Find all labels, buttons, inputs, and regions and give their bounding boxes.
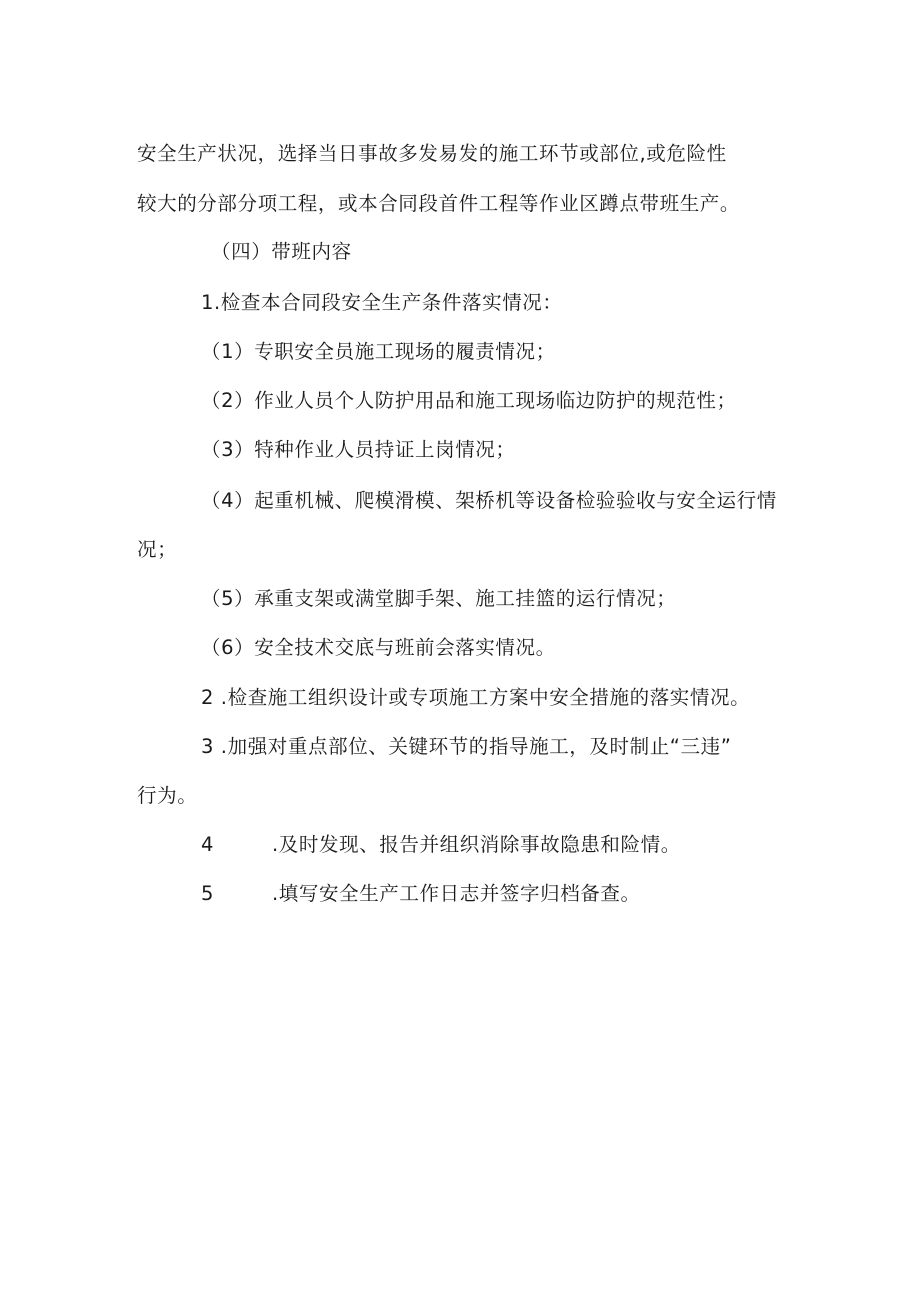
sub-item-5: （5）承重支架或满堂脚手架、施工挂篮的运行情况； [201, 587, 677, 610]
sub-item-2: （2）作业人员个人防护用品和施工现场临边防护的规范性； [201, 389, 737, 412]
list-item-5-text: .填写安全生产工作日志并签字归档备查。 [272, 882, 641, 905]
sub-item-3: （3）特种作业人员持证上岗情况； [201, 438, 516, 461]
list-item-4-number: 4 [201, 833, 214, 856]
sub-item-4-continued: 况； [137, 538, 178, 561]
list-item-4-text: .及时发现、报告并组织消除事故隐患和险情。 [272, 833, 681, 856]
paragraph-line-2: 较大的分部分项工程，或本合同段首件工程等作业区蹲点带班生产。 [137, 192, 741, 215]
list-item-2: 2 .检查施工组织设计或专项施工方案中安全措施的落实情况。 [201, 686, 751, 709]
list-item-3: 3 .加强对重点部位、关键环节的指导施工，及时制止“三违” [201, 735, 732, 758]
list-item-5-number: 5 [201, 882, 214, 905]
sub-item-4: （4）起重机械、爬模滑模、架桥机等设备检验验收与安全运行情 [201, 489, 777, 512]
list-item-3-continued: 行为。 [137, 784, 198, 807]
paragraph-line-1: 安全生产状况，选择当日事故多发易发的施工环节或部位,或危险性 [137, 142, 727, 165]
sub-item-1: （1）专职安全员施工现场的履责情况； [201, 340, 556, 363]
section-heading: （四）带班内容 [211, 240, 352, 263]
sub-item-6: （6）安全技术交底与班前会落实情况。 [201, 636, 556, 659]
list-item-1: 1.检查本合同段安全生产条件落实情况： [201, 291, 563, 314]
